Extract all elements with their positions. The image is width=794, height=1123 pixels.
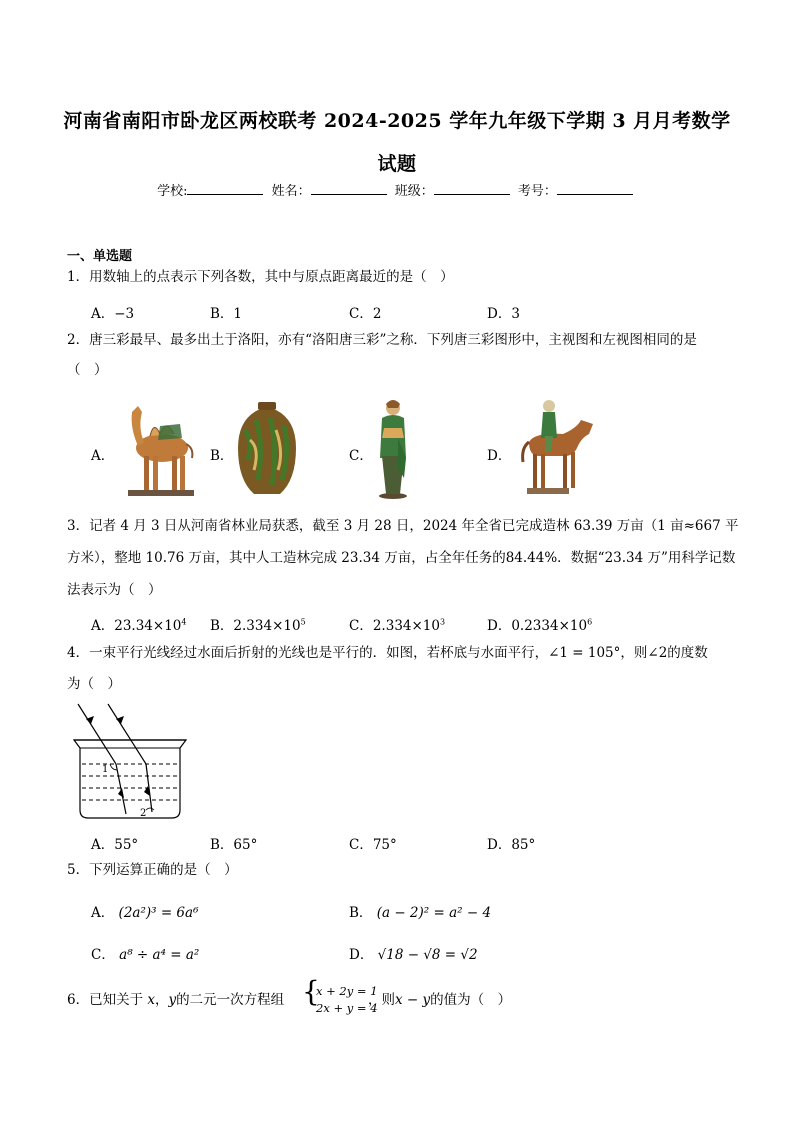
q5-option-c[interactable] xyxy=(91,943,199,963)
q6-brace: { xyxy=(302,975,320,1008)
q5-option-b[interactable] xyxy=(349,901,491,921)
q6-prefix: 6．已知关于 xyxy=(67,992,144,1008)
q3-stem-line2: 方米），整地 10.76 万亩，其中人工造林完成 23.34 万亩，占全年任务的84.44%．数据“23.34 万”用科学记数 xyxy=(67,550,736,566)
q5-option-d[interactable] xyxy=(349,943,478,963)
q6-suffix-post: 的值为（ ） xyxy=(430,992,512,1008)
vase-image xyxy=(234,400,300,498)
class-label: 班级： xyxy=(394,184,434,199)
q6-equation-1: x + 2y = 1 xyxy=(316,984,378,998)
q3-option-a-label: A． xyxy=(91,618,115,634)
q6-equation-2: 2x + y = 4 xyxy=(316,1001,378,1015)
q1-option-b[interactable]: B．1 xyxy=(210,306,243,322)
q5-option-d-label: D． xyxy=(349,947,374,963)
q2-option-c[interactable]: C． xyxy=(349,448,373,464)
q5-option-a-expression: (2a²)³ = 6a⁶ xyxy=(118,905,199,921)
school-blank[interactable] xyxy=(187,182,263,195)
q3-option-a-mantissa: 23.34×10 xyxy=(114,618,182,634)
q3-option-c-label: C． xyxy=(349,618,373,634)
standing-figure-image xyxy=(370,398,416,500)
q4-stem-line1: 4．一束平行光线经过水面后折射的光线也是平行的．如图，若杯底与水面平行，∠1 = 105°，则∠2的度数 xyxy=(67,645,708,661)
page-title: 河南省南阳市卧龙区两校联考 2024-2025 学年九年级下学期 3 月月考数学 xyxy=(63,110,731,132)
q2-stem-line1: 2．唐三彩最早、最多出土于洛阳，亦有“洛阳唐三彩”之称．下列唐三彩图形中，主视图和左视图相同的是 xyxy=(67,332,697,348)
q4-stem-line2: 为（ ） xyxy=(67,676,121,692)
q5-option-c-expression: a⁸ ÷ a⁴ = a² xyxy=(119,947,200,963)
q1-option-d[interactable]: D．3 xyxy=(487,306,520,322)
q6-var-x: x xyxy=(147,992,156,1008)
q2-option-a[interactable]: A． xyxy=(91,448,115,464)
q3-option-d[interactable] xyxy=(487,614,592,634)
q5-option-b-label: B． xyxy=(349,905,373,921)
exam-no-blank[interactable] xyxy=(557,182,633,195)
q2-option-d[interactable]: D． xyxy=(487,448,512,464)
light-refraction-figure xyxy=(70,702,190,822)
name-label: 姓名： xyxy=(271,184,311,199)
q3-option-c-mantissa: 2.334×10 xyxy=(372,618,440,634)
q3-option-d-label: D． xyxy=(487,618,512,634)
q4-option-b[interactable]: B．65° xyxy=(210,837,258,853)
section-heading: 一、单选题 xyxy=(67,249,133,264)
q3-option-b-exponent: 5 xyxy=(300,617,306,627)
q1-stem: 1．用数轴上的点表示下列各数，其中与原点距离最近的是（ ） xyxy=(67,269,454,285)
q3-option-c-exponent: 3 xyxy=(439,617,446,627)
q3-option-b-label: B． xyxy=(210,618,234,634)
q1-option-c[interactable]: C．2 xyxy=(349,306,382,322)
q3-stem-line3: 法表示为（ ） xyxy=(67,582,162,598)
q2-option-b[interactable]: B． xyxy=(210,448,234,464)
student-info-line xyxy=(0,180,794,199)
q6-suffix-pre: ，则 xyxy=(368,992,395,1008)
q3-option-d-mantissa: 0.2334×10 xyxy=(511,618,588,634)
angle-2-label: 2 xyxy=(140,808,147,819)
q6-suffix xyxy=(368,994,511,1008)
angle-1-label: 1 xyxy=(102,764,109,775)
horse-rider-image xyxy=(515,398,599,500)
q3-option-b-mantissa: 2.334×10 xyxy=(233,618,301,634)
exam-no-label: 考号： xyxy=(517,184,557,199)
q5-option-c-label: C． xyxy=(91,947,115,963)
q3-option-a[interactable] xyxy=(91,614,186,634)
class-blank[interactable] xyxy=(434,182,510,195)
q2-stem-line2: （ ） xyxy=(67,362,108,378)
q5-option-a[interactable] xyxy=(91,901,199,921)
page-title-line2: 试题 xyxy=(377,153,417,175)
q4-option-c[interactable]: C．75° xyxy=(349,837,397,853)
q3-option-d-exponent: 6 xyxy=(587,617,593,627)
q5-stem: 5．下列运算正确的是（ ） xyxy=(67,862,238,878)
q1-option-a[interactable]: A．−3 xyxy=(91,306,135,322)
name-blank[interactable] xyxy=(311,182,387,195)
q6-stem: 6．已知关于 x，y的二元一次方程组 xyxy=(67,992,285,1008)
q5-option-a-label: A． xyxy=(91,905,115,921)
q6-expression: x − y xyxy=(395,992,431,1008)
school-label: 学校: xyxy=(157,184,188,199)
q5-option-b-expression: (a − 2)² = a² − 4 xyxy=(376,905,492,921)
camel-figurine-image xyxy=(120,398,200,500)
q6-var-y: y xyxy=(168,992,177,1008)
q4-option-d[interactable]: D．85° xyxy=(487,837,536,853)
q3-option-a-exponent: 4 xyxy=(181,617,187,627)
q5-option-d-expression: √18 − √8 = √2 xyxy=(377,947,478,963)
q3-stem-line1: 3．记者 4 月 3 日从河南省林业局获悉，截至 3 月 28 日，2024 年全省已完成造林 63.39 万亩（1 亩≈667 平 xyxy=(67,518,739,534)
q3-option-b[interactable] xyxy=(210,614,306,634)
q3-option-c[interactable] xyxy=(349,614,445,634)
q4-option-a[interactable]: A．55° xyxy=(91,837,139,853)
q6-mid: 的二元一次方程组 xyxy=(176,992,285,1008)
